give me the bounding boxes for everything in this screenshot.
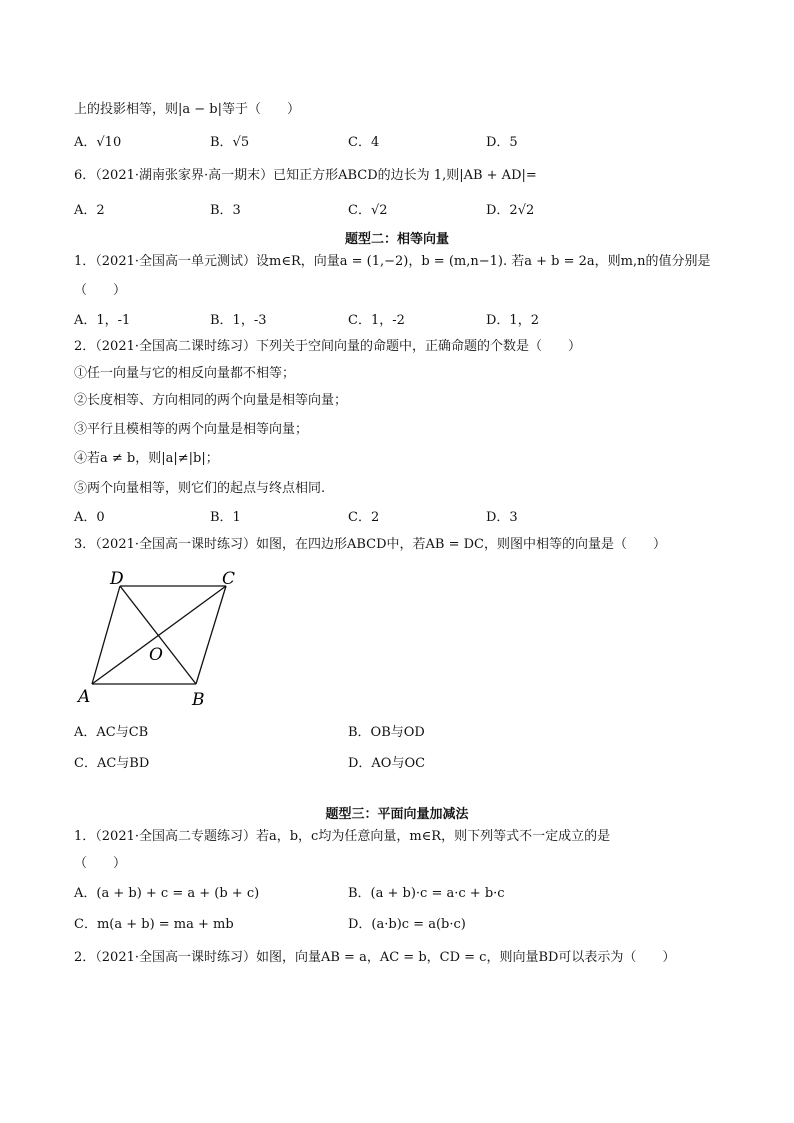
question-stem: 3．（2021·全国高一课时练习）如图，在四边形ABCD中，若AB = DC，则图中相等的向量是（ ）: [74, 537, 667, 552]
option-a: A．0: [74, 510, 105, 525]
option-d: D．1，2: [486, 313, 539, 328]
label-c: C: [222, 569, 236, 589]
option-b: B．1: [210, 510, 241, 525]
option-d: D．5: [486, 135, 518, 150]
label-o: O: [149, 645, 163, 665]
option-a: A．AC与CB: [74, 725, 149, 740]
option-a: A．(a + b) + c = a + (b + c): [74, 886, 260, 901]
section-heading: 题型二：相等向量: [344, 232, 449, 247]
option-b: B．3: [210, 203, 241, 218]
option-c: C．2: [348, 510, 380, 525]
question-stem: 上的投影相等，则|a − b|等于（ ）: [74, 102, 300, 117]
label-a: A: [78, 687, 91, 707]
question-stem-continued: （ ）: [74, 856, 127, 871]
label-b: B: [192, 690, 205, 710]
option-c: C．4: [348, 135, 380, 150]
option-d: D．AO与OC: [348, 756, 426, 771]
option-d: D．3: [486, 510, 518, 525]
option-b: B．(a + b)·c = a·c + b·c: [348, 886, 505, 901]
option-d: D．(a·b)c = a(b·c): [348, 917, 466, 932]
option-c: C．m(a + b) = ma + mb: [74, 917, 234, 932]
list-item: ③平行且模相等的两个向量是相等向量；: [74, 422, 309, 437]
question-stem: 1．（2021·全国高一单元测试）设m∈R，向量a = (1,−2)，b = (m,n−1). 若a + b = 2a，则m,n的值分别是: [74, 254, 711, 269]
question-stem: 1．（2021·全国高二专题练习）若a，b，c均为任意向量，m∈R，则下列等式不一定成立的是: [74, 829, 611, 844]
option-c: C．AC与BD: [74, 756, 150, 771]
side-bc: [196, 586, 226, 684]
list-item: ①任一向量与它的相反向量都不相等；: [74, 366, 296, 381]
parallelogram-figure: [72, 560, 252, 710]
label-d: D: [110, 569, 124, 589]
question-stem: 6．（2021·湖南张家界·高一期末）已知正方形ABCD的边长为 1,则|AB + AD|=: [74, 168, 537, 183]
option-c: C．1，-2: [348, 313, 405, 328]
diagonal-ac: [92, 586, 226, 684]
option-c: C．√2: [348, 203, 388, 218]
section-heading: 题型三：平面向量加减法: [325, 807, 469, 822]
option-a: A．√10: [74, 135, 122, 150]
option-b: B．OB与OD: [348, 725, 425, 740]
diagonal-bd: [120, 586, 196, 684]
list-item: ④若a ≠ b，则|a|≠|b|；: [74, 451, 219, 466]
option-a: A．1，-1: [74, 313, 131, 328]
question-stem-continued: （ ）: [74, 283, 127, 298]
question-stem: 2．（2021·全国高二课时练习）下列关于空间向量的命题中，正确命题的个数是（ ）: [74, 339, 581, 354]
option-b: B．√5: [210, 135, 250, 150]
side-da: [92, 586, 120, 684]
option-a: A．2: [74, 203, 105, 218]
parallelogram-diagram: [72, 560, 252, 710]
list-item: ⑤两个向量相等，则它们的起点与终点相同.: [74, 481, 326, 496]
option-b: B．1，-3: [210, 313, 267, 328]
list-item: ②长度相等、方向相同的两个向量是相等向量；: [74, 393, 348, 408]
question-stem: 2．（2021·全国高一课时练习）如图，向量AB = a，AC = b，CD = c，则向量BD可以表示为（ ）: [74, 950, 676, 965]
option-d: D．2√2: [486, 203, 535, 218]
